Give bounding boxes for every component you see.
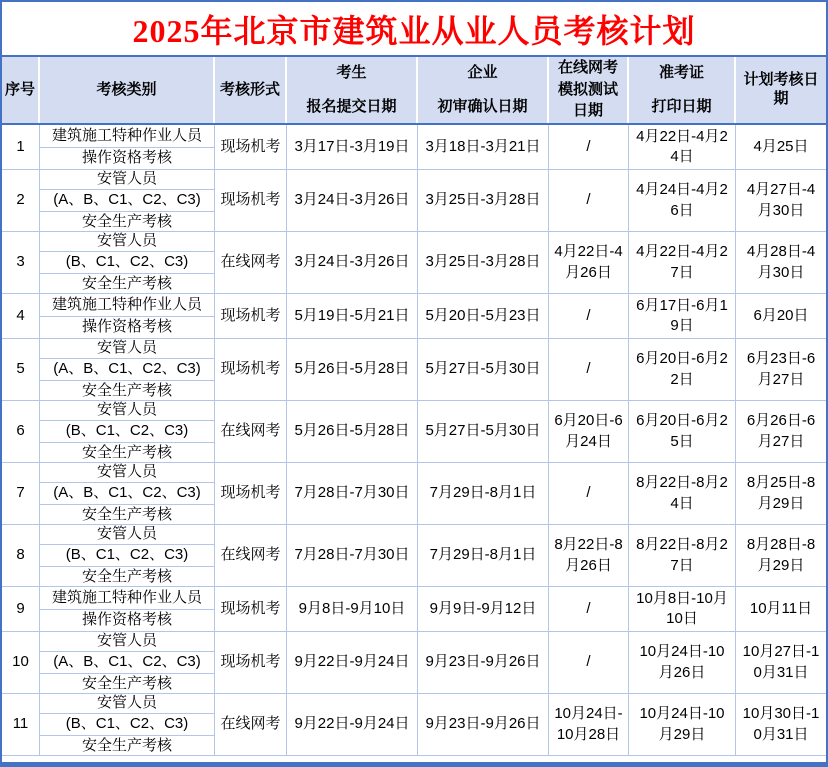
header-label: 初审确认日期 <box>437 97 528 115</box>
cell-ticket: 8月22日-8月24日 <box>629 463 736 524</box>
cell-seq: 11 <box>2 694 40 755</box>
table-row <box>2 401 826 463</box>
category-line: (A、B、C1、C2、C3) <box>40 483 214 504</box>
cell-category <box>40 232 215 293</box>
category-line: 操作资格考核 <box>81 318 172 336</box>
cell-submit: 7月28日-7月30日 <box>287 463 418 524</box>
cell-submit: 3月17日-3月19日 <box>287 125 418 169</box>
cell-review: 3月18日-3月21日 <box>418 125 549 169</box>
category-line: 安全生产考核 <box>81 212 172 230</box>
category-line: 安全生产考核 <box>81 443 172 461</box>
category-line: 建筑施工特种作业人员 <box>40 125 214 148</box>
cell-submit: 5月19日-5月21日 <box>287 294 418 338</box>
cell-submit: 9月22日-9月24日 <box>287 632 418 693</box>
category-line: 安全生产考核 <box>81 274 172 292</box>
cell-form: 在线网考 <box>215 401 287 462</box>
cell-submit: 9月8日-9月10日 <box>287 587 418 631</box>
table-row <box>2 294 826 339</box>
header-cell-submit <box>287 57 418 123</box>
cell-mock: 10月24日-10月28日 <box>549 694 629 755</box>
cell-review: 9月9日-9月12日 <box>418 587 549 631</box>
header-label: 计划考核日期 <box>743 71 819 107</box>
cell-review: 7月29日-8月1日 <box>418 463 549 524</box>
cell-review: 3月25日-3月28日 <box>418 232 549 293</box>
header-label: 企业 <box>467 63 498 81</box>
cell-review: 7月29日-8月1日 <box>418 525 549 586</box>
category-line: 安全生产考核 <box>81 505 172 523</box>
cell-category <box>40 339 215 400</box>
category-line: (B、C1、C2、C3) <box>40 252 214 273</box>
category-line: 安全生产考核 <box>81 381 172 399</box>
title-bar <box>2 2 826 57</box>
cell-mock: / <box>549 294 629 338</box>
cell-form: 现场机考 <box>215 170 287 231</box>
category-line: (A、B、C1、C2、C3) <box>40 190 214 211</box>
cell-ticket: 8月22日-8月27日 <box>629 525 736 586</box>
cell-ticket: 4月24日-4月26日 <box>629 170 736 231</box>
cell-mock: 6月20日-6月24日 <box>549 401 629 462</box>
cell-ticket: 6月20日-6月25日 <box>629 401 736 462</box>
header-label: 序号 <box>4 80 35 98</box>
cell-form: 现场机考 <box>215 125 287 169</box>
category-line: 安管人员 <box>40 400 214 421</box>
cell-review: 5月20日-5月23日 <box>418 294 549 338</box>
table-row <box>2 632 826 694</box>
cell-mock: / <box>549 170 629 231</box>
table-body <box>2 125 826 756</box>
cell-ticket: 10月24日-10月29日 <box>629 694 736 755</box>
category-line: 安管人员 <box>40 169 214 190</box>
cell-submit: 7月28日-7月30日 <box>287 525 418 586</box>
cell-category <box>40 170 215 231</box>
cell-category <box>40 401 215 462</box>
category-line: (B、C1、C2、C3) <box>40 545 214 566</box>
cell-seq: 6 <box>2 401 40 462</box>
cell-plan: 8月25日-8月29日 <box>746 474 816 512</box>
table-row <box>2 525 826 587</box>
category-line: 安管人员 <box>40 462 214 483</box>
cell-plan: 10月30日-10月31日 <box>742 705 820 743</box>
category-line: 建筑施工特种作业人员 <box>40 587 214 610</box>
cell-category <box>40 694 215 755</box>
cell-submit: 5月26日-5月28日 <box>287 339 418 400</box>
table-row <box>2 125 826 170</box>
cell-submit: 3月24日-3月26日 <box>287 170 418 231</box>
cell-category <box>40 525 215 586</box>
header-label: 报名提交日期 <box>306 97 397 115</box>
table-row <box>2 587 826 632</box>
category-line: 操作资格考核 <box>81 611 172 629</box>
cell-mock: 8月22日-8月26日 <box>549 525 629 586</box>
page-title: 2025年北京市建筑业从业人员考核计划 <box>132 12 696 49</box>
cell-mock: / <box>549 632 629 693</box>
cell-category <box>40 587 215 631</box>
cell-seq: 7 <box>2 463 40 524</box>
cell-form: 现场机考 <box>215 294 287 338</box>
cell-review: 5月27日-5月30日 <box>418 339 549 400</box>
table-row <box>2 232 826 294</box>
header-label: 考核形式 <box>219 80 280 98</box>
header-label: 考生 <box>336 63 367 81</box>
header-cell-mock <box>549 57 629 123</box>
header-cell-review <box>418 57 549 123</box>
cell-plan: 10月11日 <box>749 599 813 617</box>
cell-seq: 9 <box>2 587 40 631</box>
cell-seq: 2 <box>2 170 40 231</box>
cell-mock: / <box>549 463 629 524</box>
header-label: 模拟测试 <box>557 80 618 98</box>
cell-plan: 10月27日-10月31日 <box>742 643 820 681</box>
category-line: 操作资格考核 <box>81 149 172 167</box>
category-line: 安管人员 <box>40 231 214 252</box>
cell-category <box>40 463 215 524</box>
cell-ticket: 4月22日-4月27日 <box>629 232 736 293</box>
cell-form: 在线网考 <box>215 525 287 586</box>
cell-ticket: 4月22日-4月24日 <box>629 125 736 169</box>
category-line: (A、B、C1、C2、C3) <box>40 652 214 673</box>
cell-form: 现场机考 <box>215 632 287 693</box>
header-cell-ticket <box>629 57 736 123</box>
cell-seq: 1 <box>2 125 40 169</box>
category-line: 安全生产考核 <box>81 567 172 585</box>
table-header-row <box>2 57 826 125</box>
cell-form: 在线网考 <box>215 694 287 755</box>
cell-ticket: 10月24日-10月26日 <box>629 632 736 693</box>
cell-plan: 6月20日 <box>753 306 809 324</box>
cell-mock: / <box>549 339 629 400</box>
cell-mock: 4月22日-4月26日 <box>549 232 629 293</box>
cell-seq: 4 <box>2 294 40 338</box>
cell-review: 9月23日-9月26日 <box>418 632 549 693</box>
header-label: 在线网考 <box>557 58 618 76</box>
header-cell-form <box>215 57 287 123</box>
cell-submit: 9月22日-9月24日 <box>287 694 418 755</box>
category-line: 安管人员 <box>40 693 214 714</box>
cell-category <box>40 632 215 693</box>
cell-plan: 4月27日-4月30日 <box>746 181 816 219</box>
table-row <box>2 170 826 232</box>
category-line: 安管人员 <box>40 338 214 359</box>
cell-plan: 4月25日 <box>753 137 809 155</box>
cell-seq: 3 <box>2 232 40 293</box>
header-label: 打印日期 <box>651 97 712 115</box>
category-line: 建筑施工特种作业人员 <box>40 294 214 317</box>
cell-category <box>40 294 215 338</box>
cell-category <box>40 125 215 169</box>
header-cell-plan <box>736 57 826 123</box>
header-cell-seq <box>2 57 40 123</box>
table-row <box>2 463 826 525</box>
cell-ticket: 6月17日-6月19日 <box>629 294 736 338</box>
header-label: 准考证 <box>658 63 704 81</box>
cell-form: 现场机考 <box>215 587 287 631</box>
header-label: 日期 <box>572 102 603 120</box>
cell-review: 9月23日-9月26日 <box>418 694 549 755</box>
cell-seq: 5 <box>2 339 40 400</box>
cell-submit: 5月26日-5月28日 <box>287 401 418 462</box>
header-label: 考核类别 <box>96 80 157 98</box>
cell-mock: / <box>549 587 629 631</box>
category-line: 安全生产考核 <box>81 736 172 754</box>
cell-submit: 3月24日-3月26日 <box>287 232 418 293</box>
cell-plan: 6月23日-6月27日 <box>746 350 816 388</box>
cell-review: 3月25日-3月28日 <box>418 170 549 231</box>
cell-ticket: 6月20日-6月22日 <box>629 339 736 400</box>
category-line: (A、B、C1、C2、C3) <box>40 359 214 380</box>
cell-seq: 8 <box>2 525 40 586</box>
header-cell-category <box>40 57 215 123</box>
cell-plan: 4月28日-4月30日 <box>746 243 816 281</box>
category-line: (B、C1、C2、C3) <box>40 421 214 442</box>
cell-seq: 10 <box>2 632 40 693</box>
cell-plan: 8月28日-8月29日 <box>746 536 816 574</box>
table-row <box>2 339 826 401</box>
cell-form: 在线网考 <box>215 232 287 293</box>
table-row <box>2 694 826 756</box>
cell-form: 现场机考 <box>215 339 287 400</box>
category-line: (B、C1、C2、C3) <box>40 714 214 735</box>
cell-ticket: 10月8日-10月10日 <box>629 587 736 631</box>
category-line: 安管人员 <box>40 631 214 652</box>
category-line: 安全生产考核 <box>81 674 172 692</box>
cell-plan: 6月26日-6月27日 <box>746 412 816 450</box>
cell-form: 现场机考 <box>215 463 287 524</box>
cell-review: 5月27日-5月30日 <box>418 401 549 462</box>
category-line: 安管人员 <box>40 524 214 545</box>
cell-mock: / <box>549 125 629 169</box>
